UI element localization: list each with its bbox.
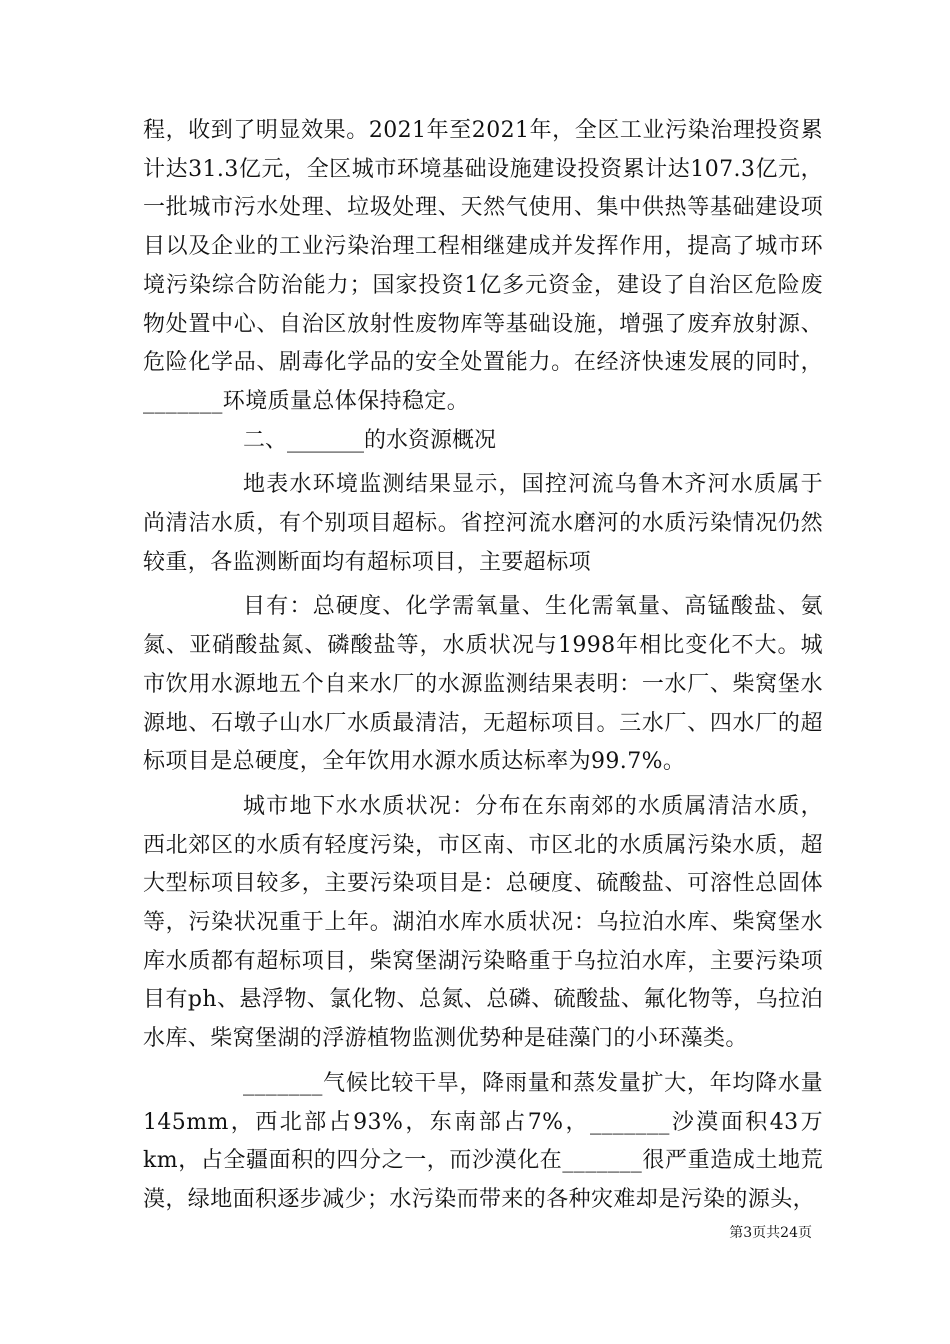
paragraph-climate: _______气候比较干旱，降雨量和蒸发量扩大，年均降水量145mm，西北部占93%，东南部占7%，_______沙漠面积43万km，占全疆面积的四分之一，而沙漠化在_______很严重造成土地荒漠，绿地面积逐步减少；水污染而带来的各种灾难却是污染的源头， <box>143 1070 823 1212</box>
paragraph-water-items: 目有：总硬度、化学需氧量、生化需氧量、高锰酸盐、氨氮、亚硝酸盐氮、磷酸盐等，水质状况与1998年相比变化不大。城市饮用水源地五个自来水厂的水源监测结果表明：一水厂、柴窝堡水源地、石墩子山水厂水质最清洁，无超标项目。三水厂、四水厂的超标项目是总硬度，全年饮用水源水质达标率为99.7%。 <box>143 594 823 775</box>
section-heading-water-resources: 二、_______的水资源概况 <box>243 427 497 453</box>
page-number: 第3页共24页 <box>729 1225 812 1241</box>
document-body <box>143 112 823 1220</box>
paragraph-groundwater: 城市地下水水质状况：分布在东南郊的水质属清洁水质，西北郊区的水质有轻度污染，市区南、市区北的水质属污染水质，超大型标项目较多，主要污染项目是：总硬度、硫酸盐、可溶性总固体等，污染状况重于上年。湖泊水库水质状况：乌拉泊水库、柴窝堡水库水质都有超标项目，柴窝堡湖污染略重于乌拉泊水库，主要污染项目有ph、悬浮物、氯化物、总氮、总磷、硫酸盐、氟化物等，乌拉泊水库、柴窝堡湖的浮游植物监测优势种是硅藻门的小环藻类。 <box>143 793 823 1052</box>
paragraph-investment: 程，收到了明显效果。2021年至2021年，全区工业污染治理投资累计达31.3亿元，全区城市环境基础设施建设投资累计达107.3亿元，一批城市污水处理、垃圾处理、天然气使用、集中供热等基础建设项目以及企业的工业污染治理工程相继建成并发挥作用，提高了城市环境污染综合防治能力；国家投资1亿多元资金，建设了自治区危险废物处置中心、自治区放射性废物库等基础设施，增强了废弃放射源、危险化学品、剧毒化学品的安全处置能力。在经济快速发展的同时，_______环境质量总体保持稳定。 <box>143 118 823 414</box>
paragraph-surface-water: 地表水环境监测结果显示，国控河流乌鲁木齐河水质属于尚清洁水质，有个别项目超标。省控河流水磨河的水质污染情况仍然较重，各监测断面均有超标项目，主要超标项 <box>143 472 823 575</box>
